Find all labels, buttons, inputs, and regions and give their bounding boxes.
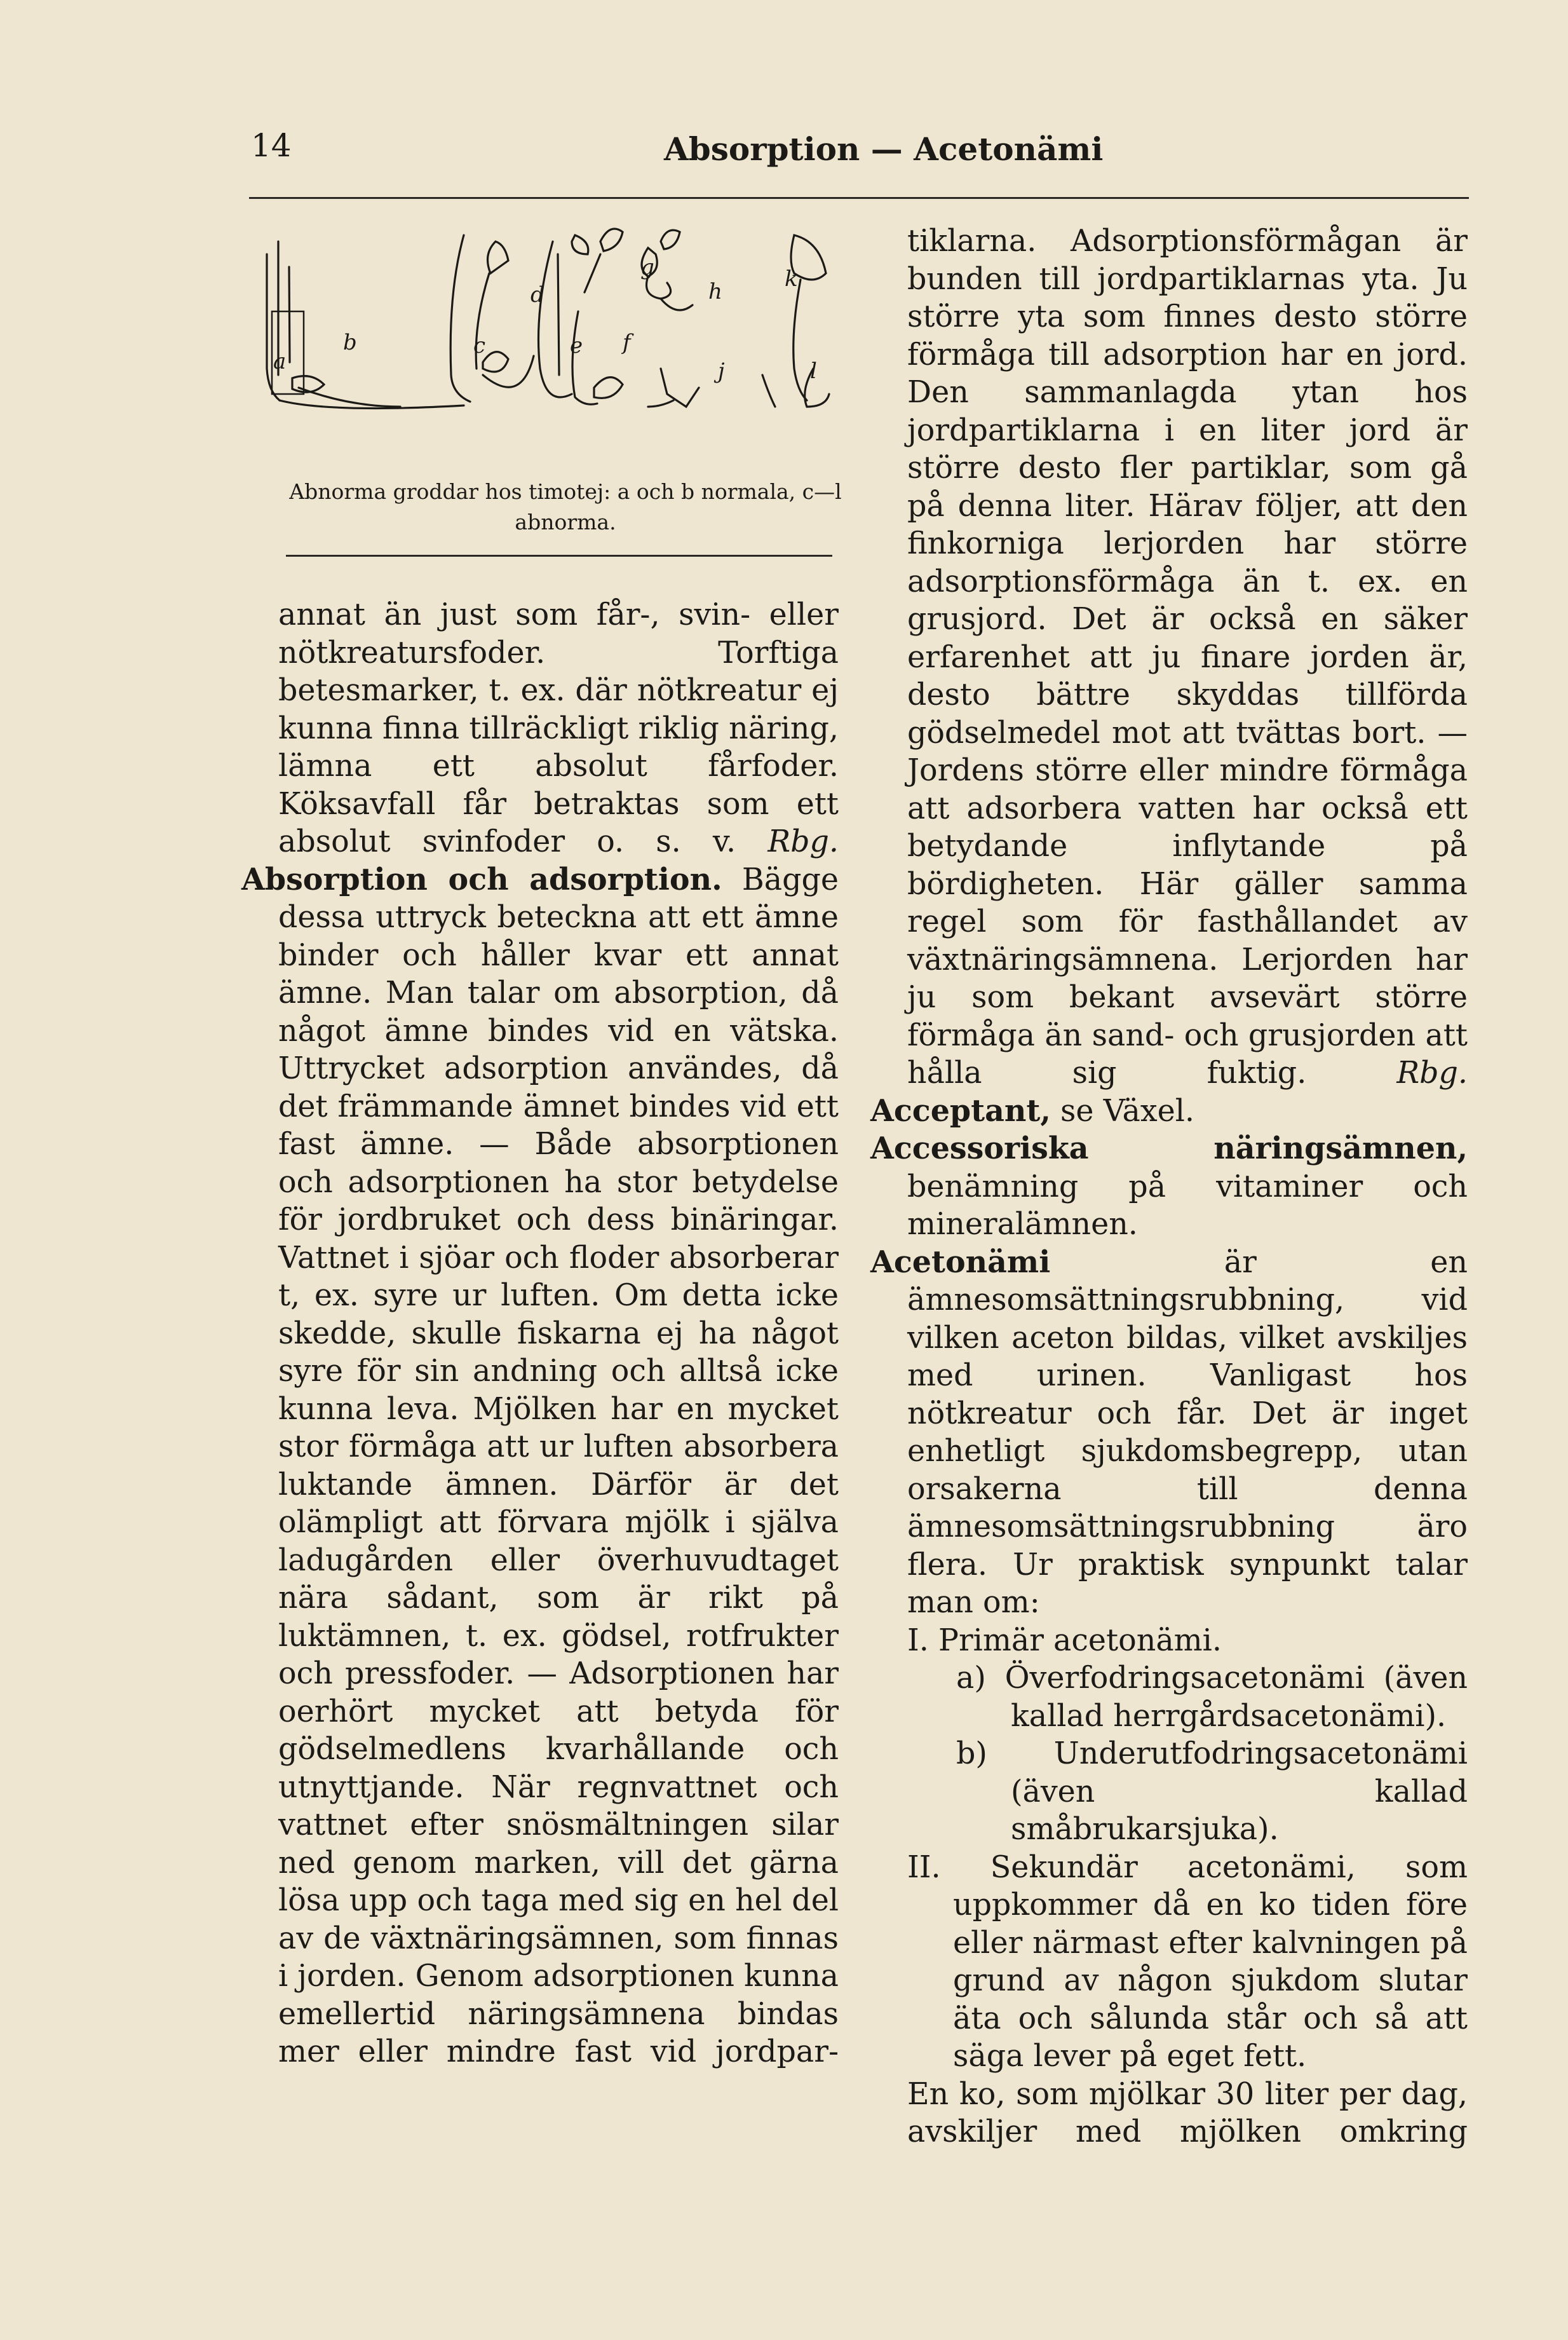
label-c: c (473, 333, 486, 358)
list-item: b) Underutfodringsacetonämi (även kallad småbrukarsjuka). (956, 1736, 1468, 1847)
page-number: 14 (251, 127, 292, 164)
label-f: f (623, 330, 631, 355)
label-d: d (531, 282, 544, 308)
entry-term: Accessoriska näringsämnen, (870, 1131, 1468, 1166)
list-item: I. Primär acetonämi. (907, 1622, 1222, 1658)
label-j: j (718, 358, 725, 384)
label-h: h (708, 279, 722, 304)
entry-acceptant: Acceptant, se Växel. (870, 1092, 1195, 1129)
entry-term: Absorption och adsorption. (241, 861, 722, 897)
author-signature: Rbg. (1396, 1056, 1468, 1091)
running-title: Absorption — Acetonämi (664, 130, 1104, 168)
figure-rule (286, 555, 832, 557)
label-a: a (273, 349, 287, 374)
header-rule (249, 197, 1469, 199)
entry-acetonami: Acetonämi är en ämnesomsättningsrubbning, vid vilken aceton bildas, vilket avskiljes med urinen. Vanligast hos nötkreatur och får. Det är inget enhetligt sjukdomsbegrepp, utan orsakerna till denna ämnesomsättningsrubbning äro flera. Ur praktisk synpunkt talar man om: (870, 1244, 1468, 1620)
label-l: l (810, 358, 817, 384)
figure-caption: Abnorma groddar hos timotej: a och b normala, c—l abnorma. (289, 479, 842, 534)
author-signature: Rbg. (767, 824, 839, 859)
right-column (870, 222, 1468, 2151)
seedling-illustration (254, 216, 839, 470)
continued-paragraph: annat än just som får-, svin- eller nötkreatursfoder. Torftiga betesmarker, t. ex. där nötkreatur ej kunna finna tillräckligt riklig näring, lämna ett absolut fårfoder. Köksavfall får betraktas som ett absolut svinfoder o. s. v. Rbg. (278, 597, 839, 859)
list-item: a) Överfodringsacetonämi (även kallad herrgårdsacetonämi). (956, 1661, 1468, 1734)
label-g: g (640, 255, 654, 280)
left-column (241, 596, 839, 2071)
entry-accessoriska: Accessoriska näringsämnen, benämning på vitaminer och mineralämnen. (870, 1131, 1468, 1242)
entry-term: Acetonämi (870, 1244, 1051, 1280)
entry-absorption: Absorption och adsorption. Bägge dessa uttryck beteckna att ett ämne binder och håller kvar ett annat ämne. Man talar om absorption, då något ämne bindes vid en vätska. Uttrycket adsorption användes, då det främmande ämnet bindes vid ett fast ämne. — Både absorptionen och adsorptionen ha stor betydelse för jordbruket och dess binäringar. Vattnet i sjöar och floder absorberar t, ex. syre ur luften. Om detta icke skedde, skulle fiskarna ej ha något syre för sin andning och alltså icke kunna leva. Mjölken har en mycket stor förmåga att ur luften absorbera luktande ämnen. Därför är det olämpligt att förvara mjölk i själva ladugården eller överhuvudtaget nära sådant, som är rikt på luktämnen, t. ex. gödsel, rotfrukter och pressfoder. — Adsorptionen har oerhört mycket att betyda för gödselmedlens kvarhållande och utnyttjande. När regnvattnet och vattnet efter snösmältningen silar ned genom marken, vill det gärna lösa upp och taga med sig en hel del av de växtnäringsämnen, som finnas i jorden. Genom adsorptionen kunna emellertid näringsämnena bindas mer eller mindre fast vid jordpar- (241, 861, 839, 2069)
entry-term: Acceptant, (870, 1092, 1051, 1129)
final-paragraph: En ko, som mjölkar 30 liter per dag, avskiljer med mjölken omkring (907, 2076, 1468, 2149)
continued-paragraph-right: tiklarna. Adsorptionsförmågan är bunden till jordpartiklarnas yta. Ju större yta som finnes desto större förmåga till adsorption har en jord. Den sammanlagda ytan hos jordpartiklarna i en liter jord är större desto fler partiklar, som gå på denna liter. Härav följer, att den finkorniga lerjorden har större adsorptionsförmåga än t. ex. en grusjord. Det är också en säker erfarenhet att ju finare jorden är, desto bättre skyddas tillförda gödselmedel mot att tvättas bort. — Jordens större eller mindre förmåga att adsorbera vatten har också ett betydande inflytande på bördigheten. Här gäller samma regel som för fasthållandet av växtnäringsämnena. Lerjorden har ju som bekant avsevärt större förmåga än sand- och grusjorden att hålla sig fuktig. Rbg. (907, 224, 1468, 1091)
label-b: b (343, 330, 357, 355)
label-k: k (785, 266, 798, 292)
list-item: II. Sekundär acetonämi, som uppkommer då en ko tiden före eller närmast efter kalvningen på grund av någon sjukdom slutar äta och sålunda står och så att säga lever på eget fett. (907, 1849, 1468, 2074)
label-e: e (570, 333, 583, 358)
